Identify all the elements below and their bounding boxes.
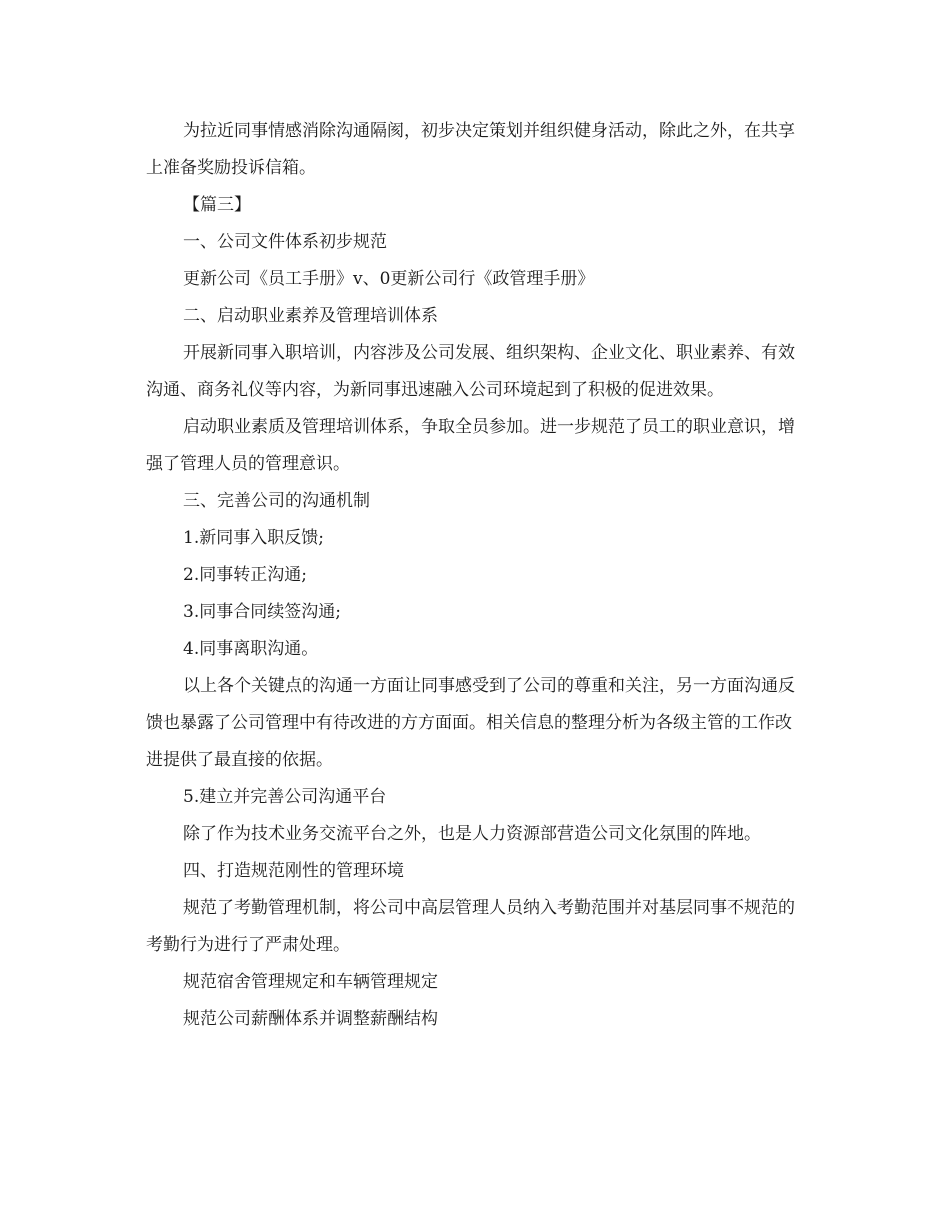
paragraph: 除了作为技术业务交流平台之外，也是人力资源部营造公司文化氛围的阵地。 [183, 824, 761, 844]
paragraph: 规范宿舍管理规定和车辆管理规定 [183, 972, 438, 992]
list-item: 1.新同事入职反馈; [183, 528, 324, 548]
section-title-part-three: 【篇三】 [183, 195, 251, 215]
document-body [146, 113, 806, 1038]
heading-2: 二、启动职业素养及管理培训体系 [183, 306, 438, 326]
list-item: 3.同事合同续签沟通; [183, 602, 341, 622]
heading-1: 一、公司文件体系初步规范 [183, 232, 387, 252]
heading-3: 三、完善公司的沟通机制 [183, 491, 370, 511]
list-item: 4.同事离职沟通。 [183, 639, 319, 659]
paragraph: 规范了考勤管理机制，将公司中高层管理人员纳入考勤范围并对基层同事不规范的考勤行为进行了严肃处理。 [146, 898, 795, 955]
paragraph-intro: 为拉近同事情感消除沟通隔阂，初步决定策划并组织健身活动，除此之外，在共享上准备奖励投诉信箱。 [146, 121, 795, 178]
heading-4: 四、打造规范刚性的管理环境 [183, 861, 404, 881]
list-item: 2.同事转正沟通; [183, 565, 307, 585]
paragraph: 启动职业素质及管理培训体系，争取全员参加。进一步规范了员工的职业意识，增强了管理人员的管理意识。 [146, 417, 795, 474]
paragraph: 以上各个关键点的沟通一方面让同事感受到了公司的尊重和关注，另一方面沟通反馈也暴露了公司管理中有待改进的方方面面。相关信息的整理分析为各级主管的工作改进提供了最直接的依据。 [146, 676, 795, 770]
list-item: 5.建立并完善公司沟通平台 [183, 787, 387, 807]
paragraph: 开展新同事入职培训，内容涉及公司发展、组织架构、企业文化、职业素养、有效沟通、商务礼仪等内容，为新同事迅速融入公司环境起到了积极的促进效果。 [146, 343, 795, 400]
paragraph: 规范公司薪酬体系并调整薪酬结构 [183, 1009, 438, 1029]
paragraph: 更新公司《员工手册》v、0更新公司行《政管理手册》 [183, 269, 595, 289]
